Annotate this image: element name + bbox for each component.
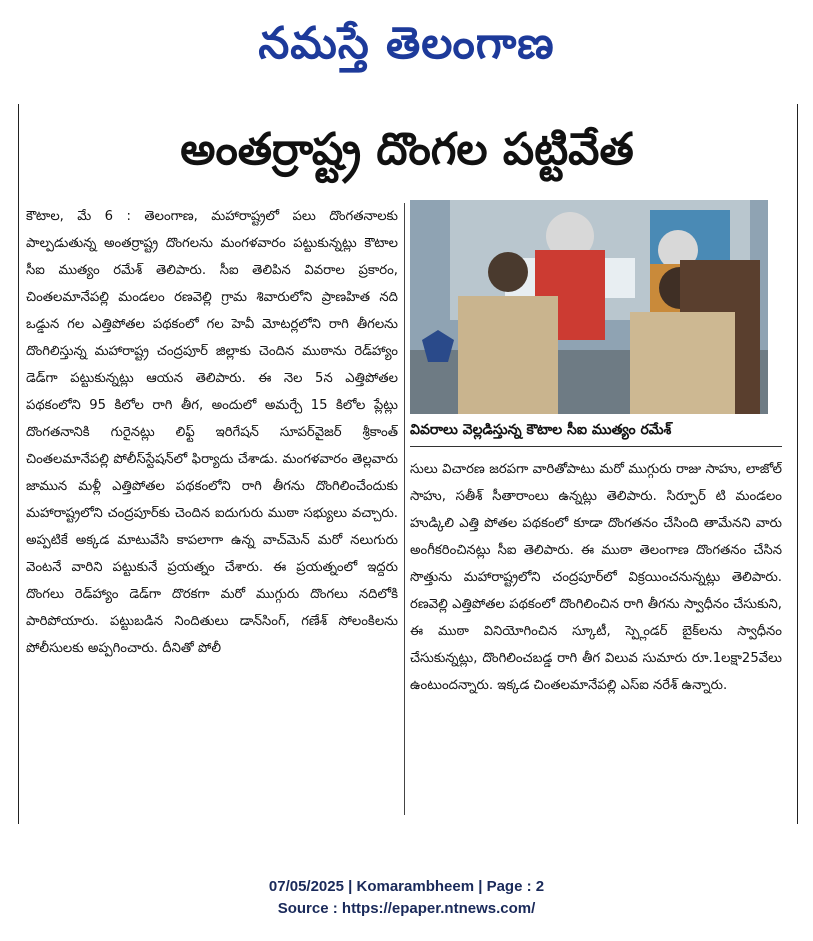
article-body-left-column: కౌటాల, మే 6 : తెలంగాణ, మహారాష్ట్రలో పలు దొంగతనాలకు పాల్పడుతున్న అంతర్రాష్ట్ర దొంగలను మంగళవారం పట్టుకున్నట్లు కౌటాల సీఐ ముత్యం రమేశ్ తెలిపారు. సీఐ తెలిపిన వివరాల ప్రకారం, చింతలమానేపల్లి మండలం రణవెల్లి గ్రామ శివారులోని ప్రాణహిత నది ఒడ్డున గల ఎత్తిపోతల పథకంలో గల హెవీ మోటర్లలోని రాగి తీగలను దొంగిలిస్తున్న మహారాష్ట్ర చంద్రపూర్ జిల్లాకు చెందిన ముఠాను రెడ్‌హ్యాం డెడ్‌గా పట్టుకున్నట్లు ఆయన తెలిపారు. ఈ నెల 5న ఎత్తిపోతల పథకంలోని 95 కిలోల రాగి తీగ, అందులో అమర్చే 15 కిలోల ప్లేట్లు దొంగతనానికి గురైనట్లు లిఫ్ట్ ఇరిగేషన్ సూపర్‌వైజర్ శ్రీకాంత్ చింతలమానేపల్లి పోలీస్‌స్టేషన్‌లో ఫిర్యాదు చేశాడు. మంగళవారం తెల్లవారు జామున మళ్లీ ఎత్తిపోతల పథకంలోని రాగి తీగను దొంగిలించేందుకు మహారాష్ట్రలోని చంద్రపూర్‌కు చెందిన ఐదుగురు ముఠా సభ్యులు వచ్చారు. అప్పటికే అక్కడ మాటువేసి కాపలాగా ఉన్న వాచ్‌మెన్ మరో నలుగురు వెంటనే వారిని పట్టుకునే ప్రయత్నం చేశారు. ఈ ప్రయత్నంలో ఇద్దరు దొంగలు రెడ్‌హ్యాం డెడ్‌గా దొరకగా మరో ముగ్గురు దొంగలు నదిలోకి పారిపోయారు. పట్టుబడిన నిందితులు డాన్‌సింగ్, గణేశ్ సోలంకిలను పోలీసులకు అప్పగించారు. దీనితో పోలీ: [26, 209, 398, 656]
page-footer: [0, 876, 813, 920]
article-headline: అంతర్రాష్ట్ర దొంగల పట్టివేత: [180, 124, 634, 175]
article-photo: [410, 200, 768, 414]
masthead-title: నమస్తే తెలంగాణ: [258, 18, 555, 69]
footer-meta-line: 07/05/2025 | Komarambheem | Page : 2: [268, 878, 545, 895]
footer-source-link[interactable]: Source : https://epaper.ntnews.com/: [277, 900, 536, 917]
police-officers-photo: [410, 200, 768, 414]
photo-caption: వివరాలు వెల్లడిస్తున్న కౌటాల సీఐ ముత్యం రమేశ్: [410, 414, 782, 447]
column-divider: [404, 203, 405, 815]
newspaper-masthead: [0, 8, 813, 80]
article-body-right-column: సులు విచారణ జరపగా వారితోపాటు మరో ముగ్గురు రాజు సాహు, లాజోల్ సాహు, సతీశ్ సీతారాంలు ఉన్నట్లు తెలిపారు. సిర్పూర్ టి మండలం హుడ్కిలి ఎత్తి పోతల పథకంలో కూడా దొంగతనం చేసింది తామేనని వారు అంగీకరించినట్లు సీఐ తెలిపారు. ఈ ముఠా తెలంగాణ దొంగతనం చేసిన సొత్తును మహారాష్ట్రలోని చంద్రపూర్‌లో విక్రయించనున్నట్లు తెలిపారు. రణవెల్లి ఎత్తిపోతల పథకంలో దొంగిలించిన రాగి తీగను స్వాధీనం చేసుకుని, ఈ ముఠా వినియోగించిన స్కూటీ, స్ప్లెండర్ బైక్‌లను స్వాధీనం చేసుకున్నట్లు, దొంగిలించబడ్డ రాగి తీగ విలువ సుమారు రూ.1లక్షా25వేలు ఉంటుందన్నారు. ఇక్కడ చింతలమానేపల్లి ఎస్‌ఐ నరేశ్ ఉన్నారు.: [410, 462, 782, 693]
